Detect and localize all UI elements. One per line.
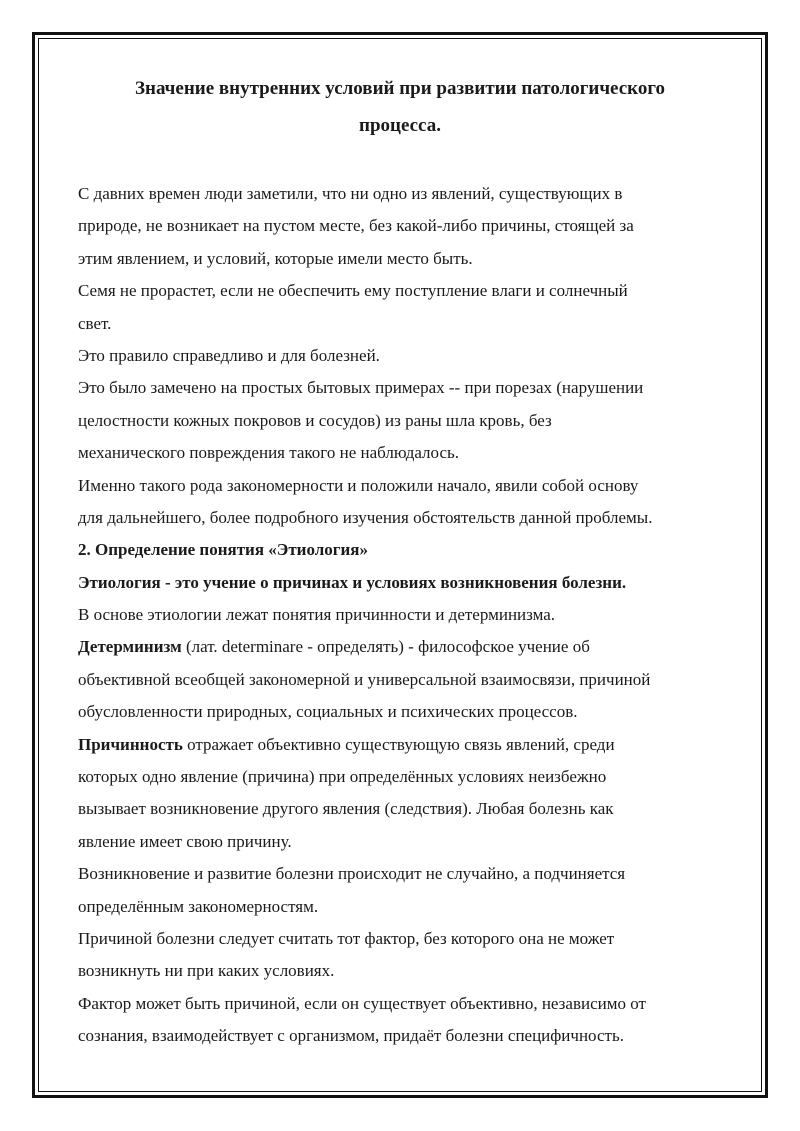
document-title <box>80 70 720 144</box>
paragraph-line: В основе этиологии лежат понятия причинности и детерминизма. <box>78 605 556 625</box>
paragraph-line: С давних времен люди заметили, что ни одно из явлений, существующих в <box>78 184 623 203</box>
paragraph-line: определённым закономерностям. <box>78 896 319 916</box>
paragraph-line: обусловленности природных, социальных и психических процессов. <box>78 702 578 722</box>
paragraph-line: механического повреждения такого не наблюдалось. <box>78 443 459 463</box>
paragraph-line: Это было замечено на простых бытовых примерах -- при порезах (нарушении <box>78 378 644 398</box>
paragraph-line: природе, не возникает на пустом месте, без какой-либо причины, стоящей за <box>78 216 634 236</box>
paragraph-line: этим явлением, и условий, которые имели место быть. <box>78 248 473 268</box>
document-body <box>78 178 728 1053</box>
paragraph-line: которых одно явление (причина) при определённых условиях неизбежно <box>78 767 607 787</box>
causality-line <box>78 729 728 761</box>
paragraph-line: явление имеет свою причину. <box>78 831 292 851</box>
determinism-line <box>78 631 728 663</box>
paragraph-line: Причиной болезни следует считать тот фактор, без которого она не может <box>78 928 615 948</box>
paragraph-line: Это правило справедливо и для болезней. <box>78 345 380 365</box>
section-heading: 2. Определение понятия «Этиология» <box>78 540 368 560</box>
title-line-1: Значение внутренних условий при развитии патологического <box>134 78 666 99</box>
paragraph-line: свет. <box>78 313 112 333</box>
paragraph-line: объективной всеобщей закономерной и универсальной взаимосвязи, причиной <box>78 669 651 689</box>
title-line-2: процесса. <box>359 115 441 136</box>
paragraph-line: целостности кожных покровов и сосудов) из раны шла кровь, без <box>78 410 552 430</box>
term-determinism: Детерминизм <box>78 637 182 657</box>
determinism-text: (лат. determinare - определять) - философское учение об <box>181 637 590 657</box>
paragraph-line: Фактор может быть причиной, если он существует объективно, независимо от <box>78 993 646 1013</box>
paragraph-line: возникнуть ни при каких условиях. <box>78 961 335 981</box>
paragraph-line: для дальнейшего, более подробного изучения обстоятельств данной проблемы. <box>78 507 653 527</box>
paragraph-line: Возникновение и развитие болезни происходит не случайно, а подчиняется <box>78 864 626 884</box>
paragraph-line: Именно такого рода закономерности и положили начало, явили собой основу <box>78 475 639 495</box>
etiology-definition: Этиология - это учение о причинах и условиях возникновения болезни. <box>78 572 627 592</box>
causality-text: отражает объективно существующую связь явлений, среди <box>182 734 615 754</box>
paragraph-line: Семя не прорастет, если не обеспечить ему поступление влаги и солнечный <box>78 281 628 301</box>
term-causality: Причинность <box>78 734 183 754</box>
paragraph-line: сознания, взаимодействует с организмом, придаёт болезни специфичность. <box>78 1026 624 1046</box>
paragraph-line: вызывает возникновение другого явления (следствия). Любая болезнь как <box>78 799 614 819</box>
